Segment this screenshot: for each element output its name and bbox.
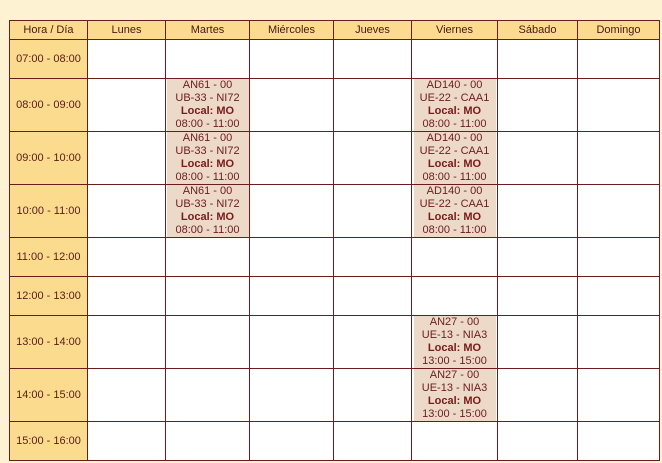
class-time: 13:00 - 15:00 bbox=[422, 408, 487, 420]
day-header-miercoles: Miércoles bbox=[250, 21, 334, 40]
slot-sabado bbox=[498, 40, 578, 79]
slot-sabado bbox=[498, 132, 578, 185]
slot-martes bbox=[166, 277, 250, 316]
slot-jueves bbox=[334, 132, 412, 185]
slot-domingo bbox=[578, 40, 660, 79]
slot-domingo bbox=[578, 132, 660, 185]
schedule-row bbox=[10, 40, 660, 79]
class-group: UE-13 - NIA3 bbox=[421, 329, 488, 341]
slot-domingo bbox=[578, 277, 660, 316]
hour-label: 14:00 - 15:00 bbox=[10, 369, 88, 422]
slot-miercoles bbox=[250, 79, 334, 132]
slot-miercoles bbox=[250, 369, 334, 422]
slot-martes[interactable] bbox=[166, 132, 250, 185]
hour-label: 15:00 - 16:00 bbox=[10, 422, 88, 461]
slot-domingo bbox=[578, 185, 660, 238]
class-block[interactable] bbox=[414, 185, 496, 237]
corner-header: Hora / Día bbox=[10, 21, 88, 40]
slot-sabado bbox=[498, 316, 578, 369]
class-local: Local: MO bbox=[427, 342, 482, 354]
class-local: Local: MO bbox=[180, 211, 235, 223]
slot-viernes bbox=[412, 422, 498, 461]
slot-miercoles bbox=[250, 277, 334, 316]
hour-label: 10:00 - 11:00 bbox=[10, 185, 88, 238]
slot-martes bbox=[166, 40, 250, 79]
slot-viernes[interactable] bbox=[412, 185, 498, 238]
slot-sabado bbox=[498, 238, 578, 277]
slot-lunes bbox=[88, 40, 166, 79]
slot-viernes[interactable] bbox=[412, 79, 498, 132]
slot-lunes bbox=[88, 185, 166, 238]
class-code: AD140 - 00 bbox=[426, 79, 483, 91]
slot-jueves bbox=[334, 79, 412, 132]
hour-label: 07:00 - 08:00 bbox=[10, 40, 88, 79]
class-local: Local: MO bbox=[180, 158, 235, 170]
slot-lunes bbox=[88, 316, 166, 369]
slot-sabado bbox=[498, 422, 578, 461]
class-local: Local: MO bbox=[427, 158, 482, 170]
slot-lunes bbox=[88, 238, 166, 277]
slot-jueves bbox=[334, 185, 412, 238]
class-code: AD140 - 00 bbox=[426, 132, 483, 144]
class-code: AN27 - 00 bbox=[429, 369, 480, 381]
slot-sabado bbox=[498, 79, 578, 132]
class-code: AN61 - 00 bbox=[182, 79, 233, 91]
class-local: Local: MO bbox=[180, 105, 235, 117]
class-group: UB-33 - NI72 bbox=[175, 145, 240, 157]
slot-miercoles bbox=[250, 132, 334, 185]
slot-martes bbox=[166, 316, 250, 369]
class-time: 08:00 - 11:00 bbox=[175, 118, 240, 130]
class-time: 08:00 - 11:00 bbox=[422, 118, 487, 130]
hour-label: 08:00 - 09:00 bbox=[10, 79, 88, 132]
hour-label: 13:00 - 14:00 bbox=[10, 316, 88, 369]
class-group: UE-13 - NIA3 bbox=[421, 382, 488, 394]
day-header-domingo: Domingo bbox=[578, 21, 660, 40]
slot-viernes bbox=[412, 40, 498, 79]
slot-jueves bbox=[334, 369, 412, 422]
class-group: UE-22 - CAA1 bbox=[419, 92, 490, 104]
slot-jueves bbox=[334, 422, 412, 461]
slot-domingo bbox=[578, 369, 660, 422]
class-local: Local: MO bbox=[427, 395, 482, 407]
schedule-row bbox=[10, 132, 660, 185]
slot-domingo bbox=[578, 422, 660, 461]
schedule-row bbox=[10, 316, 660, 369]
slot-domingo bbox=[578, 238, 660, 277]
slot-sabado bbox=[498, 369, 578, 422]
slot-martes[interactable] bbox=[166, 79, 250, 132]
slot-martes bbox=[166, 422, 250, 461]
slot-sabado bbox=[498, 277, 578, 316]
slot-domingo bbox=[578, 316, 660, 369]
class-code: AN61 - 00 bbox=[182, 132, 233, 144]
class-group: UB-33 - NI72 bbox=[175, 92, 240, 104]
slot-martes bbox=[166, 238, 250, 277]
schedule-row bbox=[10, 277, 660, 316]
class-time: 08:00 - 11:00 bbox=[175, 224, 240, 236]
day-header-jueves: Jueves bbox=[334, 21, 412, 40]
class-code: AD140 - 00 bbox=[426, 185, 483, 197]
slot-miercoles bbox=[250, 422, 334, 461]
slot-miercoles bbox=[250, 238, 334, 277]
day-header-martes: Martes bbox=[166, 21, 250, 40]
slot-lunes bbox=[88, 422, 166, 461]
class-time: 08:00 - 11:00 bbox=[175, 171, 240, 183]
slot-sabado bbox=[498, 185, 578, 238]
class-time: 08:00 - 11:00 bbox=[422, 224, 487, 236]
slot-viernes[interactable] bbox=[412, 369, 498, 422]
class-time: 08:00 - 11:00 bbox=[422, 171, 487, 183]
schedule-body bbox=[10, 40, 660, 461]
class-block[interactable] bbox=[414, 316, 496, 368]
class-local: Local: MO bbox=[427, 211, 482, 223]
hour-label: 09:00 - 10:00 bbox=[10, 132, 88, 185]
class-time: 13:00 - 15:00 bbox=[422, 355, 487, 367]
slot-viernes bbox=[412, 277, 498, 316]
slot-domingo bbox=[578, 79, 660, 132]
day-header-lunes: Lunes bbox=[88, 21, 166, 40]
schedule-row bbox=[10, 238, 660, 277]
class-block[interactable] bbox=[167, 132, 249, 184]
header-row bbox=[10, 21, 660, 40]
class-local: Local: MO bbox=[427, 105, 482, 117]
slot-lunes bbox=[88, 132, 166, 185]
day-header-viernes: Viernes bbox=[412, 21, 498, 40]
slot-lunes bbox=[88, 369, 166, 422]
class-code: AN27 - 00 bbox=[429, 316, 480, 328]
class-group: UE-22 - CAA1 bbox=[419, 145, 490, 157]
slot-martes bbox=[166, 369, 250, 422]
slot-lunes bbox=[88, 79, 166, 132]
day-header-sabado: Sábado bbox=[498, 21, 578, 40]
class-block[interactable] bbox=[167, 79, 249, 131]
slot-lunes bbox=[88, 277, 166, 316]
class-code: AN61 - 00 bbox=[182, 185, 233, 197]
schedule-row bbox=[10, 79, 660, 132]
slot-jueves bbox=[334, 277, 412, 316]
class-block[interactable] bbox=[414, 132, 496, 184]
schedule-table bbox=[9, 20, 660, 461]
class-block[interactable] bbox=[414, 79, 496, 131]
slot-jueves bbox=[334, 238, 412, 277]
schedule-row bbox=[10, 369, 660, 422]
class-block[interactable] bbox=[414, 369, 496, 421]
slot-miercoles bbox=[250, 316, 334, 369]
class-block[interactable] bbox=[167, 185, 249, 237]
slot-viernes[interactable] bbox=[412, 316, 498, 369]
schedule-row bbox=[10, 422, 660, 461]
class-group: UE-22 - CAA1 bbox=[419, 198, 490, 210]
slot-jueves bbox=[334, 316, 412, 369]
slot-miercoles bbox=[250, 185, 334, 238]
hour-label: 11:00 - 12:00 bbox=[10, 238, 88, 277]
slot-viernes bbox=[412, 238, 498, 277]
schedule-row bbox=[10, 185, 660, 238]
class-group: UB-33 - NI72 bbox=[175, 198, 240, 210]
slot-viernes[interactable] bbox=[412, 132, 498, 185]
slot-martes[interactable] bbox=[166, 185, 250, 238]
slot-jueves bbox=[334, 40, 412, 79]
slot-miercoles bbox=[250, 40, 334, 79]
hour-label: 12:00 - 13:00 bbox=[10, 277, 88, 316]
